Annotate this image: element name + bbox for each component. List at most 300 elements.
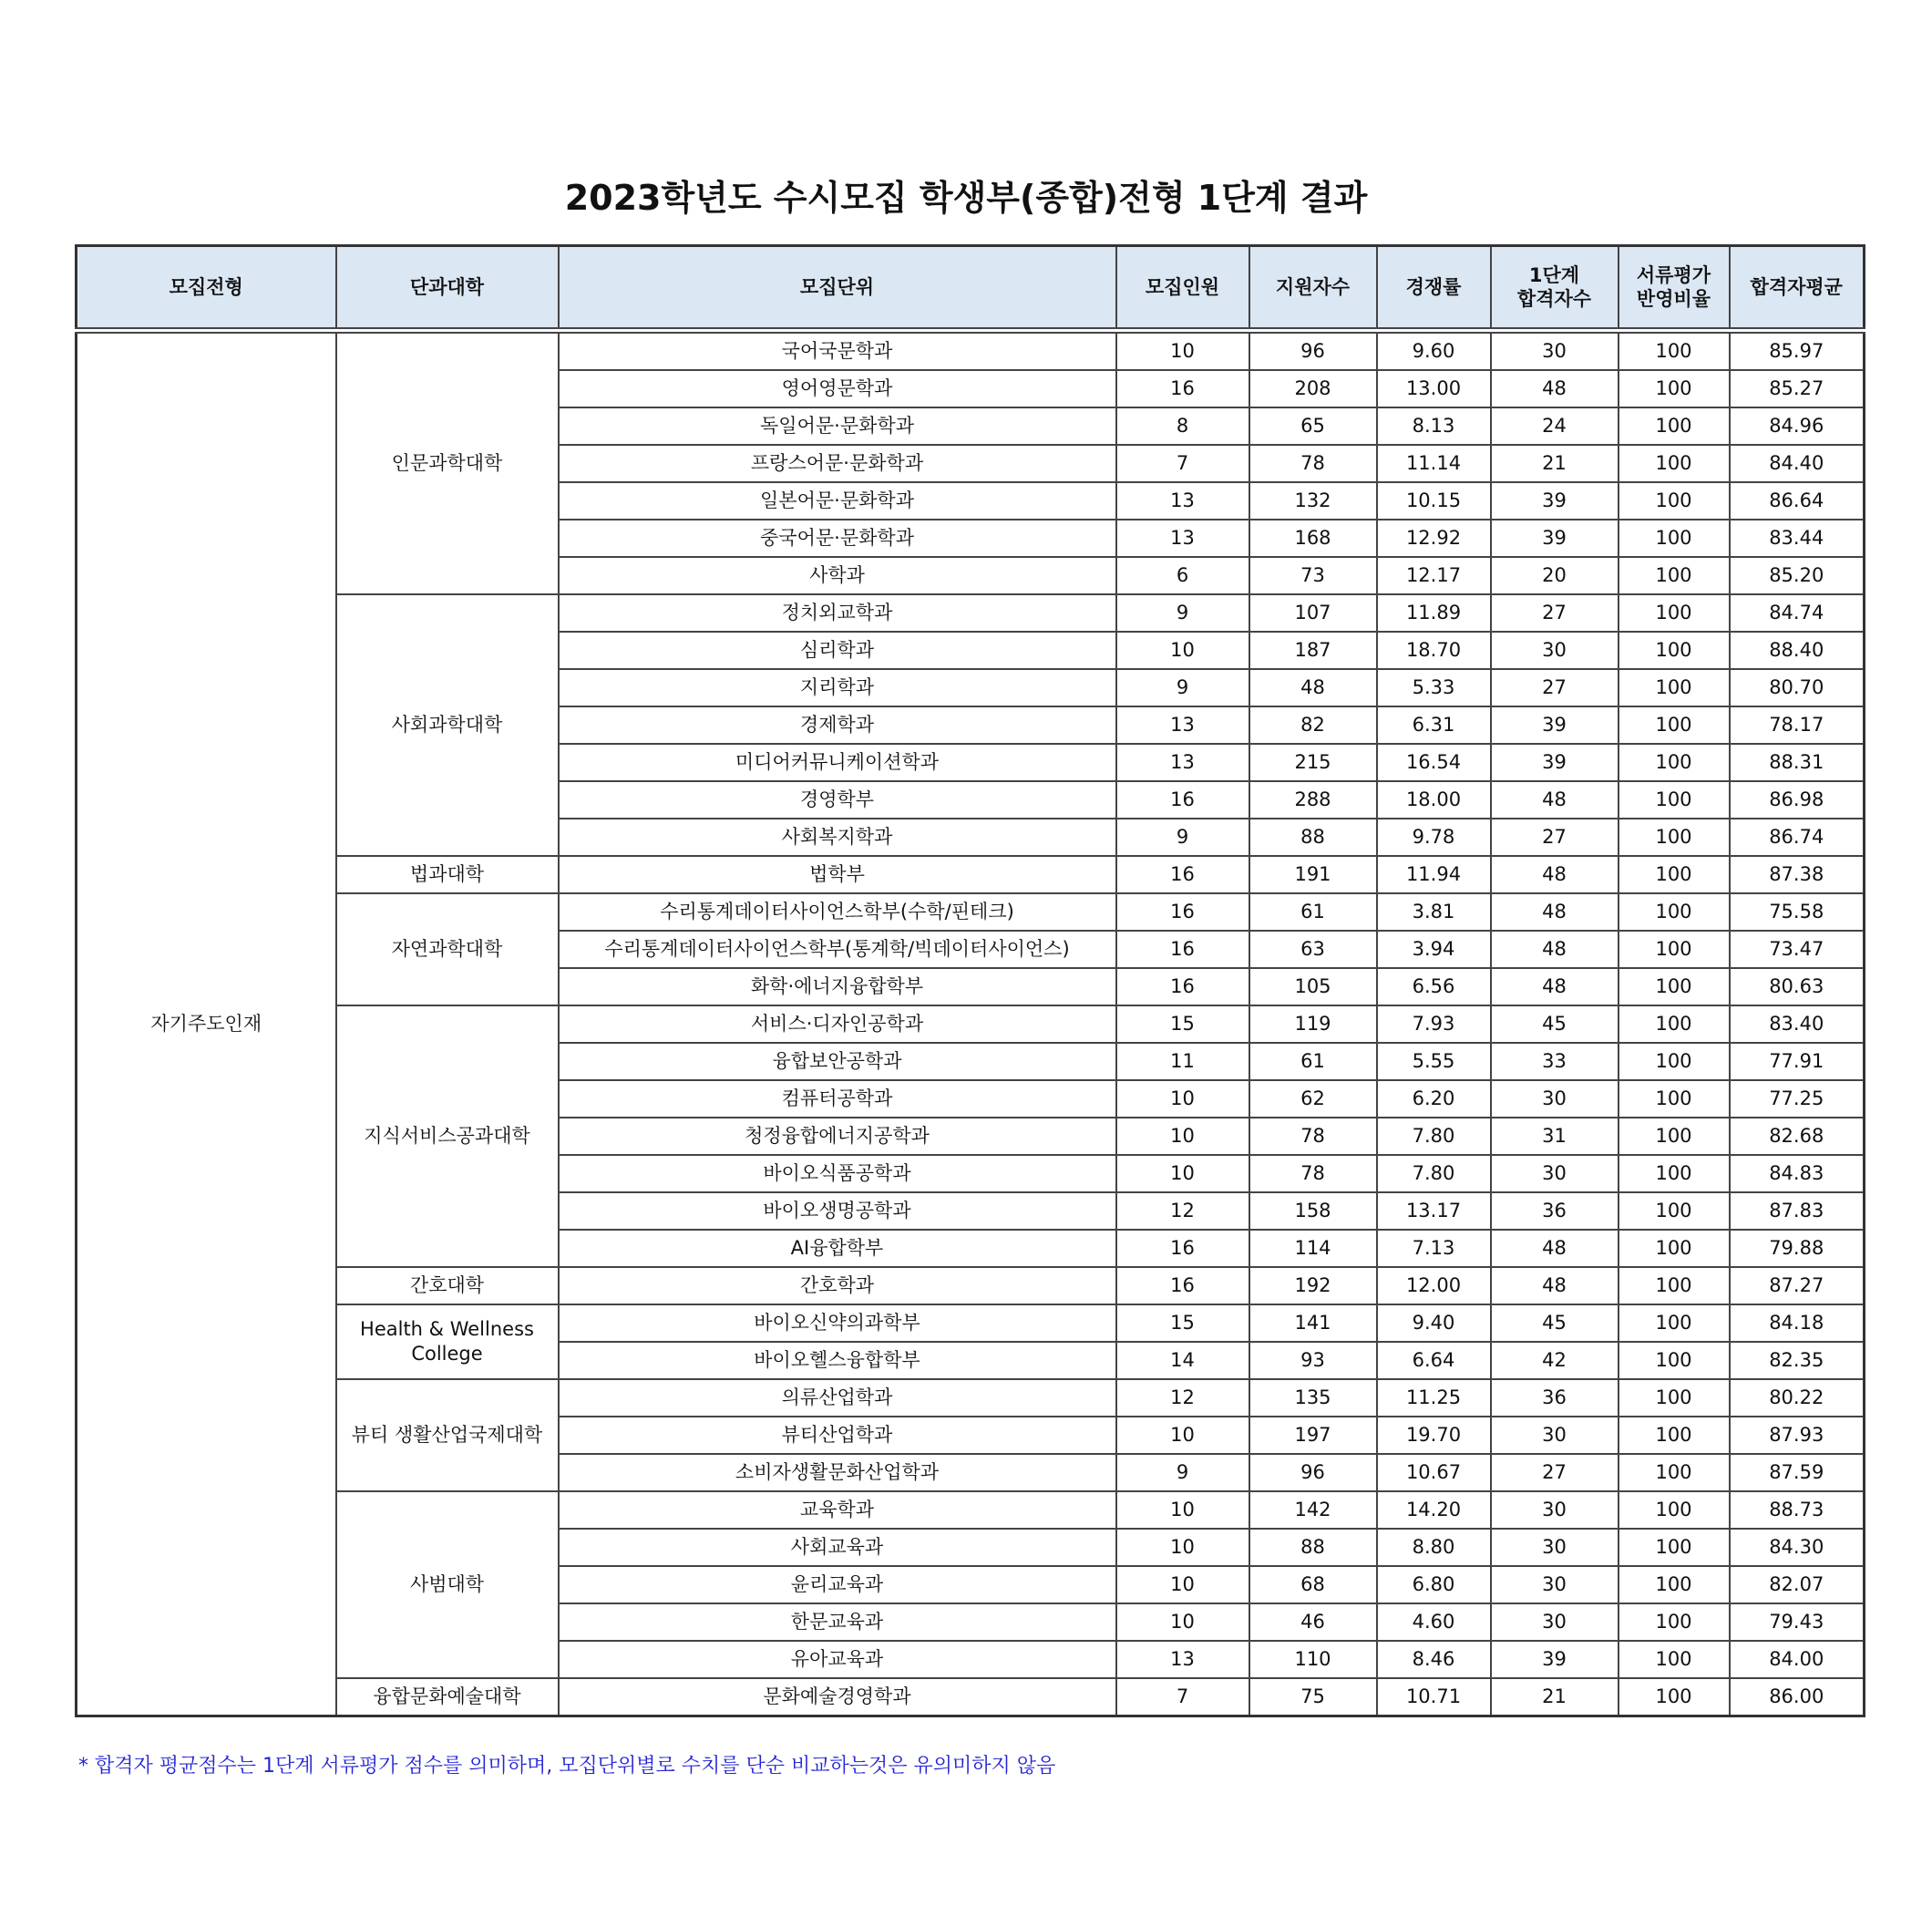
quota-cell: 13 <box>1116 520 1249 557</box>
competition-ratio-cell: 7.93 <box>1377 1005 1491 1043</box>
header-document-ratio-line2: 반영비율 <box>1636 288 1711 310</box>
department-cell: 독일어문·문화학과 <box>559 407 1116 445</box>
college-cell: 지식서비스공과대학 <box>336 1005 559 1267</box>
quota-cell: 16 <box>1116 1230 1249 1267</box>
average-score-cell: 84.83 <box>1730 1155 1865 1192</box>
applicants-cell: 96 <box>1249 331 1377 371</box>
department-cell: 영어영문학과 <box>559 370 1116 407</box>
document-ratio-cell: 100 <box>1619 594 1730 632</box>
average-score-cell: 75.58 <box>1730 893 1865 931</box>
stage1-passed-cell: 30 <box>1491 1155 1619 1192</box>
header-row <box>77 246 1865 331</box>
quota-cell: 13 <box>1116 706 1249 744</box>
average-score-cell: 82.07 <box>1730 1566 1865 1603</box>
header-admission-type: 모집전형 <box>77 246 336 331</box>
quota-cell: 15 <box>1116 1304 1249 1342</box>
document-ratio-cell: 100 <box>1619 669 1730 706</box>
quota-cell: 10 <box>1116 632 1249 669</box>
average-score-cell: 77.91 <box>1730 1043 1865 1080</box>
stage1-passed-cell: 45 <box>1491 1304 1619 1342</box>
document-ratio-cell: 100 <box>1619 1417 1730 1454</box>
average-score-cell: 87.83 <box>1730 1192 1865 1230</box>
document-ratio-cell: 100 <box>1619 1678 1730 1716</box>
stage1-passed-cell: 27 <box>1491 594 1619 632</box>
average-score-cell: 87.38 <box>1730 856 1865 893</box>
document-ratio-cell: 100 <box>1619 1454 1730 1491</box>
document-ratio-cell: 100 <box>1619 819 1730 856</box>
header-department: 모집단위 <box>559 246 1116 331</box>
document-ratio-cell: 100 <box>1619 1080 1730 1118</box>
stage1-passed-cell: 31 <box>1491 1118 1619 1155</box>
department-cell: 바이오식품공학과 <box>559 1155 1116 1192</box>
competition-ratio-cell: 11.94 <box>1377 856 1491 893</box>
results-table-container <box>75 244 1863 1717</box>
document-ratio-cell: 100 <box>1619 1641 1730 1678</box>
applicants-cell: 65 <box>1249 407 1377 445</box>
document-ratio-cell: 100 <box>1619 1529 1730 1566</box>
header-competition-ratio: 경쟁률 <box>1377 246 1491 331</box>
table-row <box>77 1379 1865 1417</box>
quota-cell: 9 <box>1116 1454 1249 1491</box>
applicants-cell: 88 <box>1249 1529 1377 1566</box>
competition-ratio-cell: 6.31 <box>1377 706 1491 744</box>
department-cell: 윤리교육과 <box>559 1566 1116 1603</box>
applicants-cell: 61 <box>1249 893 1377 931</box>
stage1-passed-cell: 30 <box>1491 1417 1619 1454</box>
quota-cell: 7 <box>1116 445 1249 482</box>
document-ratio-cell: 100 <box>1619 1118 1730 1155</box>
department-cell: 사회복지학과 <box>559 819 1116 856</box>
quota-cell: 13 <box>1116 482 1249 520</box>
applicants-cell: 187 <box>1249 632 1377 669</box>
applicants-cell: 119 <box>1249 1005 1377 1043</box>
quota-cell: 7 <box>1116 1678 1249 1716</box>
average-score-cell: 78.17 <box>1730 706 1865 744</box>
department-cell: 경제학과 <box>559 706 1116 744</box>
competition-ratio-cell: 7.13 <box>1377 1230 1491 1267</box>
average-score-cell: 80.70 <box>1730 669 1865 706</box>
footnote: * 합격자 평균점수는 1단계 서류평가 점수를 의미하며, 모집단위별로 수치를 단순 비교하는것은 유의미하지 않음 <box>78 1755 1056 1778</box>
quota-cell: 10 <box>1116 1603 1249 1641</box>
quota-cell: 13 <box>1116 744 1249 781</box>
document-ratio-cell: 100 <box>1619 445 1730 482</box>
document-ratio-cell: 100 <box>1619 1005 1730 1043</box>
average-score-cell: 77.25 <box>1730 1080 1865 1118</box>
competition-ratio-cell: 8.46 <box>1377 1641 1491 1678</box>
department-cell: 사학과 <box>559 557 1116 594</box>
average-score-cell: 86.98 <box>1730 781 1865 819</box>
quota-cell: 9 <box>1116 669 1249 706</box>
document-ratio-cell: 100 <box>1619 331 1730 371</box>
applicants-cell: 132 <box>1249 482 1377 520</box>
applicants-cell: 68 <box>1249 1566 1377 1603</box>
department-cell: 중국어문·문화학과 <box>559 520 1116 557</box>
average-score-cell: 85.27 <box>1730 370 1865 407</box>
document-ratio-cell: 100 <box>1619 744 1730 781</box>
applicants-cell: 158 <box>1249 1192 1377 1230</box>
admission-type-cell: 자기주도인재 <box>77 331 336 1716</box>
applicants-cell: 107 <box>1249 594 1377 632</box>
department-cell: 수리통계데이터사이언스학부(수학/핀테크) <box>559 893 1116 931</box>
competition-ratio-cell: 13.00 <box>1377 370 1491 407</box>
stage1-passed-cell: 30 <box>1491 331 1619 371</box>
department-cell: 소비자생활문화산업학과 <box>559 1454 1116 1491</box>
applicants-cell: 78 <box>1249 1155 1377 1192</box>
competition-ratio-cell: 10.67 <box>1377 1454 1491 1491</box>
table-row <box>77 331 1865 371</box>
department-cell: 법학부 <box>559 856 1116 893</box>
stage1-passed-cell: 48 <box>1491 893 1619 931</box>
department-cell: 바이오신약의과학부 <box>559 1304 1116 1342</box>
quota-cell: 16 <box>1116 781 1249 819</box>
stage1-passed-cell: 27 <box>1491 819 1619 856</box>
competition-ratio-cell: 5.33 <box>1377 669 1491 706</box>
applicants-cell: 75 <box>1249 1678 1377 1716</box>
applicants-cell: 63 <box>1249 931 1377 968</box>
document-ratio-cell: 100 <box>1619 781 1730 819</box>
stage1-passed-cell: 30 <box>1491 1491 1619 1529</box>
department-cell: 유아교육과 <box>559 1641 1116 1678</box>
average-score-cell: 79.88 <box>1730 1230 1865 1267</box>
document-ratio-cell: 100 <box>1619 1603 1730 1641</box>
document-ratio-cell: 100 <box>1619 520 1730 557</box>
competition-ratio-cell: 6.64 <box>1377 1342 1491 1379</box>
department-cell: 바이오헬스융합학부 <box>559 1342 1116 1379</box>
applicants-cell: 105 <box>1249 968 1377 1005</box>
table-body <box>77 331 1865 1716</box>
applicants-cell: 110 <box>1249 1641 1377 1678</box>
competition-ratio-cell: 6.56 <box>1377 968 1491 1005</box>
quota-cell: 16 <box>1116 893 1249 931</box>
header-stage1-passed <box>1491 246 1619 331</box>
header-quota: 모집인원 <box>1116 246 1249 331</box>
competition-ratio-cell: 6.20 <box>1377 1080 1491 1118</box>
department-cell: 간호학과 <box>559 1267 1116 1304</box>
department-cell: 프랑스어문·문화학과 <box>559 445 1116 482</box>
quota-cell: 10 <box>1116 1118 1249 1155</box>
table-row <box>77 1491 1865 1529</box>
stage1-passed-cell: 27 <box>1491 1454 1619 1491</box>
stage1-passed-cell: 30 <box>1491 1529 1619 1566</box>
department-cell: 심리학과 <box>559 632 1116 669</box>
stage1-passed-cell: 20 <box>1491 557 1619 594</box>
department-cell: 정치외교학과 <box>559 594 1116 632</box>
competition-ratio-cell: 5.55 <box>1377 1043 1491 1080</box>
college-cell: 간호대학 <box>336 1267 559 1304</box>
stage1-passed-cell: 48 <box>1491 931 1619 968</box>
document-ratio-cell: 100 <box>1619 893 1730 931</box>
table-header <box>77 246 1865 331</box>
college-cell: 인문과학대학 <box>336 331 559 595</box>
competition-ratio-cell: 12.92 <box>1377 520 1491 557</box>
average-score-cell: 83.44 <box>1730 520 1865 557</box>
average-score-cell: 83.40 <box>1730 1005 1865 1043</box>
average-score-cell: 86.00 <box>1730 1678 1865 1716</box>
stage1-passed-cell: 48 <box>1491 781 1619 819</box>
department-cell: 융합보안공학과 <box>559 1043 1116 1080</box>
stage1-passed-cell: 48 <box>1491 1230 1619 1267</box>
department-cell: 일본어문·문화학과 <box>559 482 1116 520</box>
document-ratio-cell: 100 <box>1619 1379 1730 1417</box>
competition-ratio-cell: 9.60 <box>1377 331 1491 371</box>
department-cell: 국어국문학과 <box>559 331 1116 371</box>
average-score-cell: 79.43 <box>1730 1603 1865 1641</box>
quota-cell: 10 <box>1116 1155 1249 1192</box>
average-score-cell: 80.22 <box>1730 1379 1865 1417</box>
department-cell: 사회교육과 <box>559 1529 1116 1566</box>
quota-cell: 9 <box>1116 819 1249 856</box>
stage1-passed-cell: 42 <box>1491 1342 1619 1379</box>
department-cell: 바이오생명공학과 <box>559 1192 1116 1230</box>
applicants-cell: 78 <box>1249 445 1377 482</box>
document-ratio-cell: 100 <box>1619 482 1730 520</box>
document-ratio-cell: 100 <box>1619 968 1730 1005</box>
applicants-cell: 78 <box>1249 1118 1377 1155</box>
department-cell: 지리학과 <box>559 669 1116 706</box>
department-cell: 뷰티산업학과 <box>559 1417 1116 1454</box>
stage1-passed-cell: 33 <box>1491 1043 1619 1080</box>
department-cell: AI융합학부 <box>559 1230 1116 1267</box>
average-score-cell: 84.40 <box>1730 445 1865 482</box>
applicants-cell: 61 <box>1249 1043 1377 1080</box>
stage1-passed-cell: 30 <box>1491 632 1619 669</box>
department-cell: 문화예술경영학과 <box>559 1678 1116 1716</box>
stage1-passed-cell: 48 <box>1491 856 1619 893</box>
applicants-cell: 197 <box>1249 1417 1377 1454</box>
document-ratio-cell: 100 <box>1619 1491 1730 1529</box>
average-score-cell: 84.74 <box>1730 594 1865 632</box>
applicants-cell: 96 <box>1249 1454 1377 1491</box>
department-cell: 교육학과 <box>559 1491 1116 1529</box>
document-ratio-cell: 100 <box>1619 557 1730 594</box>
competition-ratio-cell: 13.17 <box>1377 1192 1491 1230</box>
applicants-cell: 215 <box>1249 744 1377 781</box>
table-row <box>77 893 1865 931</box>
quota-cell: 12 <box>1116 1192 1249 1230</box>
stage1-passed-cell: 39 <box>1491 520 1619 557</box>
applicants-cell: 135 <box>1249 1379 1377 1417</box>
header-document-ratio-line1: 서류평가 <box>1636 263 1711 286</box>
competition-ratio-cell: 10.71 <box>1377 1678 1491 1716</box>
stage1-passed-cell: 39 <box>1491 482 1619 520</box>
stage1-passed-cell: 48 <box>1491 968 1619 1005</box>
table-row <box>77 594 1865 632</box>
competition-ratio-cell: 18.70 <box>1377 632 1491 669</box>
table-row <box>77 1678 1865 1716</box>
results-table <box>75 244 1865 1717</box>
document-ratio-cell: 100 <box>1619 931 1730 968</box>
department-cell: 의류산업학과 <box>559 1379 1116 1417</box>
quota-cell: 10 <box>1116 1491 1249 1529</box>
document-ratio-cell: 100 <box>1619 1566 1730 1603</box>
quota-cell: 10 <box>1116 1417 1249 1454</box>
quota-cell: 15 <box>1116 1005 1249 1043</box>
college-cell: 사회과학대학 <box>336 594 559 856</box>
quota-cell: 14 <box>1116 1342 1249 1379</box>
college-cell: Health & Wellness College <box>336 1304 559 1379</box>
department-cell: 한문교육과 <box>559 1603 1116 1641</box>
competition-ratio-cell: 7.80 <box>1377 1118 1491 1155</box>
average-score-cell: 84.00 <box>1730 1641 1865 1678</box>
document-ratio-cell: 100 <box>1619 706 1730 744</box>
document-ratio-cell: 100 <box>1619 1304 1730 1342</box>
college-cell: 법과대학 <box>336 856 559 893</box>
college-cell: 융합문화예술대학 <box>336 1678 559 1716</box>
quota-cell: 16 <box>1116 370 1249 407</box>
document-ratio-cell: 100 <box>1619 407 1730 445</box>
stage1-passed-cell: 48 <box>1491 370 1619 407</box>
average-score-cell: 88.40 <box>1730 632 1865 669</box>
document-ratio-cell: 100 <box>1619 1043 1730 1080</box>
department-cell: 서비스·디자인공학과 <box>559 1005 1116 1043</box>
quota-cell: 8 <box>1116 407 1249 445</box>
header-college: 단과대학 <box>336 246 559 331</box>
college-cell: 뷰티 생활산업국제대학 <box>336 1379 559 1491</box>
applicants-cell: 208 <box>1249 370 1377 407</box>
table-row <box>77 1304 1865 1342</box>
quota-cell: 10 <box>1116 1566 1249 1603</box>
header-document-ratio <box>1619 246 1730 331</box>
applicants-cell: 46 <box>1249 1603 1377 1641</box>
quota-cell: 10 <box>1116 1529 1249 1566</box>
applicants-cell: 191 <box>1249 856 1377 893</box>
applicants-cell: 62 <box>1249 1080 1377 1118</box>
quota-cell: 16 <box>1116 968 1249 1005</box>
competition-ratio-cell: 8.13 <box>1377 407 1491 445</box>
stage1-passed-cell: 30 <box>1491 1080 1619 1118</box>
document-ratio-cell: 100 <box>1619 1342 1730 1379</box>
applicants-cell: 288 <box>1249 781 1377 819</box>
stage1-passed-cell: 36 <box>1491 1379 1619 1417</box>
quota-cell: 16 <box>1116 1267 1249 1304</box>
average-score-cell: 82.35 <box>1730 1342 1865 1379</box>
table-row <box>77 856 1865 893</box>
stage1-passed-cell: 36 <box>1491 1192 1619 1230</box>
table-row <box>77 1267 1865 1304</box>
average-score-cell: 84.96 <box>1730 407 1865 445</box>
average-score-cell: 86.64 <box>1730 482 1865 520</box>
department-cell: 수리통계데이터사이언스학부(통계학/빅데이터사이언스) <box>559 931 1116 968</box>
department-cell: 청정융합에너지공학과 <box>559 1118 1116 1155</box>
college-cell: 사범대학 <box>336 1491 559 1678</box>
competition-ratio-cell: 11.14 <box>1377 445 1491 482</box>
quota-cell: 11 <box>1116 1043 1249 1080</box>
average-score-cell: 84.18 <box>1730 1304 1865 1342</box>
quota-cell: 10 <box>1116 331 1249 371</box>
stage1-passed-cell: 21 <box>1491 445 1619 482</box>
applicants-cell: 93 <box>1249 1342 1377 1379</box>
stage1-passed-cell: 30 <box>1491 1566 1619 1603</box>
department-cell: 경영학부 <box>559 781 1116 819</box>
applicants-cell: 73 <box>1249 557 1377 594</box>
quota-cell: 16 <box>1116 931 1249 968</box>
header-stage1-passed-line1: 1단계 <box>1528 263 1580 286</box>
competition-ratio-cell: 7.80 <box>1377 1155 1491 1192</box>
document-ratio-cell: 100 <box>1619 1230 1730 1267</box>
average-score-cell: 84.30 <box>1730 1529 1865 1566</box>
header-average-score: 합격자평균 <box>1730 246 1865 331</box>
stage1-passed-cell: 39 <box>1491 1641 1619 1678</box>
department-cell: 컴퓨터공학과 <box>559 1080 1116 1118</box>
applicants-cell: 192 <box>1249 1267 1377 1304</box>
college-cell: 자연과학대학 <box>336 893 559 1005</box>
competition-ratio-cell: 16.54 <box>1377 744 1491 781</box>
stage1-passed-cell: 45 <box>1491 1005 1619 1043</box>
stage1-passed-cell: 39 <box>1491 744 1619 781</box>
applicants-cell: 142 <box>1249 1491 1377 1529</box>
competition-ratio-cell: 4.60 <box>1377 1603 1491 1641</box>
quota-cell: 6 <box>1116 557 1249 594</box>
average-score-cell: 82.68 <box>1730 1118 1865 1155</box>
quota-cell: 9 <box>1116 594 1249 632</box>
header-stage1-passed-line2: 합격자수 <box>1516 288 1592 310</box>
department-cell: 화학·에너지융합학부 <box>559 968 1116 1005</box>
competition-ratio-cell: 9.40 <box>1377 1304 1491 1342</box>
document-ratio-cell: 100 <box>1619 1192 1730 1230</box>
competition-ratio-cell: 9.78 <box>1377 819 1491 856</box>
stage1-passed-cell: 39 <box>1491 706 1619 744</box>
document-ratio-cell: 100 <box>1619 1267 1730 1304</box>
applicants-cell: 168 <box>1249 520 1377 557</box>
competition-ratio-cell: 11.25 <box>1377 1379 1491 1417</box>
stage1-passed-cell: 48 <box>1491 1267 1619 1304</box>
quota-cell: 12 <box>1116 1379 1249 1417</box>
average-score-cell: 88.73 <box>1730 1491 1865 1529</box>
average-score-cell: 87.59 <box>1730 1454 1865 1491</box>
average-score-cell: 87.93 <box>1730 1417 1865 1454</box>
document-ratio-cell: 100 <box>1619 1155 1730 1192</box>
quota-cell: 13 <box>1116 1641 1249 1678</box>
applicants-cell: 141 <box>1249 1304 1377 1342</box>
document-ratio-cell: 100 <box>1619 856 1730 893</box>
average-score-cell: 88.31 <box>1730 744 1865 781</box>
page-title: 2023학년도 수시모집 학생부(종합)전형 1단계 결과 <box>564 178 1368 218</box>
average-score-cell: 80.63 <box>1730 968 1865 1005</box>
competition-ratio-cell: 6.80 <box>1377 1566 1491 1603</box>
document-ratio-cell: 100 <box>1619 632 1730 669</box>
stage1-passed-cell: 30 <box>1491 1603 1619 1641</box>
applicants-cell: 82 <box>1249 706 1377 744</box>
competition-ratio-cell: 12.17 <box>1377 557 1491 594</box>
stage1-passed-cell: 24 <box>1491 407 1619 445</box>
competition-ratio-cell: 8.80 <box>1377 1529 1491 1566</box>
applicants-cell: 114 <box>1249 1230 1377 1267</box>
competition-ratio-cell: 18.00 <box>1377 781 1491 819</box>
average-score-cell: 85.97 <box>1730 331 1865 371</box>
competition-ratio-cell: 11.89 <box>1377 594 1491 632</box>
average-score-cell: 87.27 <box>1730 1267 1865 1304</box>
competition-ratio-cell: 12.00 <box>1377 1267 1491 1304</box>
stage1-passed-cell: 21 <box>1491 1678 1619 1716</box>
applicants-cell: 48 <box>1249 669 1377 706</box>
average-score-cell: 85.20 <box>1730 557 1865 594</box>
average-score-cell: 86.74 <box>1730 819 1865 856</box>
header-applicants: 지원자수 <box>1249 246 1377 331</box>
quota-cell: 10 <box>1116 1080 1249 1118</box>
competition-ratio-cell: 3.94 <box>1377 931 1491 968</box>
competition-ratio-cell: 14.20 <box>1377 1491 1491 1529</box>
stage1-passed-cell: 27 <box>1491 669 1619 706</box>
department-cell: 미디어커뮤니케이션학과 <box>559 744 1116 781</box>
competition-ratio-cell: 10.15 <box>1377 482 1491 520</box>
average-score-cell: 73.47 <box>1730 931 1865 968</box>
table-row <box>77 1005 1865 1043</box>
competition-ratio-cell: 3.81 <box>1377 893 1491 931</box>
competition-ratio-cell: 19.70 <box>1377 1417 1491 1454</box>
document-ratio-cell: 100 <box>1619 370 1730 407</box>
applicants-cell: 88 <box>1249 819 1377 856</box>
quota-cell: 16 <box>1116 856 1249 893</box>
